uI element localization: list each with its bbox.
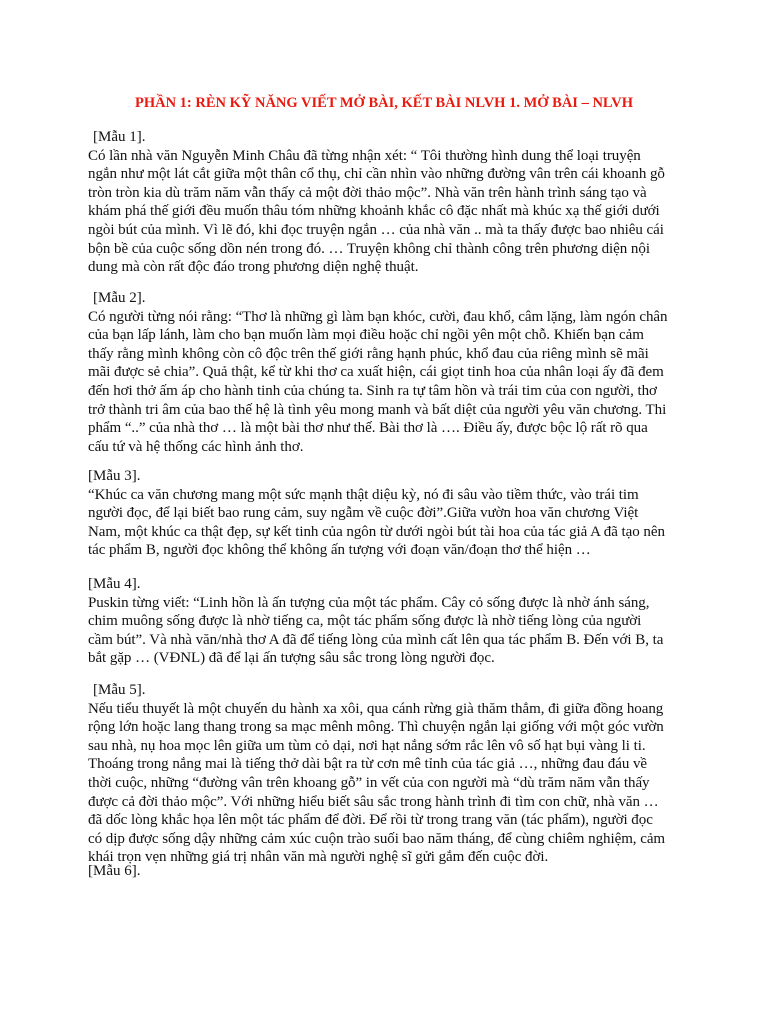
sample-5-label: [Mẫu 5]. — [93, 682, 146, 698]
paragraph-line: được cả đời thảo mộc”. Với những hiểu biết sâu sắc trong hành trình đi tìm con chữ, nhà văn … — [88, 793, 659, 810]
sample-6-section — [88, 862, 688, 881]
paragraph-line: có dịp được sống dậy những cảm xúc cuộn trào suối bao năm tháng, để cùng chiêm nghiệm, cảm — [88, 830, 666, 847]
paragraph-line: ngòi bút của mình. Vì lẽ đó, khi đọc truyện ngắn … của nhà văn .. mà ta thấy được bao nhiêu cái — [88, 221, 664, 238]
paragraph-line: tròn tròn kia dù trăm năm vẫn thấy cả một đời thảo mộc”. Nhà văn trên hành trình sáng tạo và — [88, 184, 647, 201]
sample-2-section — [88, 289, 688, 456]
paragraph-line: rộng lớn hoặc lang thang trong sa mạc mênh mông. Thì chuyện ngắn lại giống với một góc vườn — [88, 719, 664, 736]
paragraph-line: đến hơi thở ấm áp cho hành tinh của chúng ta. Sinh ra tự tâm hồn và trái tim của con người, thơ — [88, 382, 657, 399]
paragraph-line: cầm bút”. Và nhà văn/nhà thơ A đã để tiếng lòng của mình cất lên qua tác phẩm B. Đến với B, ta — [88, 631, 664, 648]
paragraph-line: đã dốc lòng khắc họa lên một tác phẩm để đời. Để rồi từ trong trang văn (tác phẩm), người đọc — [88, 812, 653, 829]
paragraph-line: phẩm “..” của nhà thơ … là một bài thơ như thế. Bài thơ là …. Điều ấy, được bộc lộ rất rõ qua — [88, 420, 648, 437]
sample-4-section — [88, 575, 688, 668]
paragraph-line: “Khúc ca văn chương mang một sức mạnh thật diệu kỳ, nó đi sâu vào tiềm thức, vào trái tim — [88, 486, 639, 503]
sample-5-section — [88, 681, 688, 867]
sample-1-section — [88, 128, 688, 277]
paragraph-line: Có người từng nói rằng: “Thơ là những gì làm bạn khóc, cười, đau khổ, câm lặng, làm ngón chân — [88, 308, 668, 325]
paragraph-line: Nam, một khúc ca thật đẹp, sự kết tinh của ngôn từ dưới ngòi bút tài hoa của tác giả A đã tạo nên — [88, 523, 665, 540]
paragraph-line: bộn bề của cuộc sống dồn nén trong đó. … Truyện không chỉ thành công trên phương diện nội — [88, 240, 650, 257]
paragraph-line: của bạn lấp lánh, làm cho bạn muốn làm mọi điều hoặc chỉ ngồi yên một chỗ. Khiến bạn cảm — [88, 327, 644, 344]
paragraph-line: thấy rằng mình không còn cô độc trên thế giới rằng hạnh phúc, khổ đau của riêng mình sẽ mãi — [88, 345, 649, 362]
paragraph-line: Puskin từng viết: “Linh hồn là ấn tượng của một tác phẩm. Cây cỏ sống được là nhờ ánh sáng, — [88, 594, 650, 611]
paragraph-line: sau nhà, nụ hoa mọc lên giữa um tùm cỏ dại, nơi hạt nắng sớm rắc lên vô số hạt bụi vàng li ti. — [88, 737, 646, 754]
sample-6-label: [Mẫu 6]. — [88, 863, 141, 879]
paragraph-line: Thoáng trong nắng mai là tiếng thở dài bật ra từ cơn mê tỉnh của tác giả …, những đau đáu về — [88, 756, 648, 773]
sample-2-label: [Mẫu 2]. — [93, 290, 146, 306]
paragraph-line: bắt gặp … (VĐNL) đã để lại ấn tượng sâu sắc trong lòng người đọc. — [88, 650, 495, 667]
paragraph-line: thời cuộc, những “đường vân trên khoang gỗ” in vết của con người mà “dù trăm năm vẫn thấy — [88, 774, 650, 791]
sample-1-label: [Mẫu 1]. — [93, 129, 146, 145]
paragraph-line: dung mà còn rất độc đáo trong phương diện nghệ thuật. — [88, 259, 419, 276]
paragraph-line: khái trọn vẹn những giá trị nhân văn mà người nghệ sĩ gửi gắm đến cuộc đời. — [88, 849, 549, 866]
sample-3-section — [88, 467, 688, 560]
sample-3-label: [Mẫu 3]. — [88, 468, 141, 484]
paragraph-line: người đọc, để lại biết bao rung cảm, suy ngẫm về cuộc đời”.Giữa vườn hoa văn chương Việt — [88, 505, 639, 522]
sample-4-label: [Mẫu 4]. — [88, 576, 141, 592]
paragraph-line: chim muông sống được là nhờ tiếng ca, một tác phẩm sống được là nhờ tiếng lòng của người — [88, 613, 642, 630]
paragraph-line: trở thành tri âm của bao thế hệ là tình yêu mong manh và bất diệt của người yêu văn chương. Thi — [88, 401, 667, 418]
paragraph-line: cấu tứ và hệ thống các hình ảnh thơ. — [88, 438, 304, 455]
paragraph-line: Có lần nhà văn Nguyễn Minh Châu đã từng nhận xét: “ Tôi thường hình dung thể loại truyện — [88, 147, 641, 164]
paragraph-line: mãi được sẻ chia”. Quả thật, kể từ khi thơ ca xuất hiện, cái giọt tinh hoa của nhân loại ấy đã đem — [88, 364, 664, 381]
document-title: PHẦN 1: RÈN KỸ NĂNG VIẾT MỞ BÀI, KẾT BÀI NLVH 1. MỞ BÀI – NLVH — [134, 95, 634, 111]
paragraph-line: khám phá thế giới đều muốn thâu tóm những khoảnh khắc cô đặc nhất mà khúc xạ thế giới dưới — [88, 203, 660, 220]
paragraph-line: ngắn như một lát cắt giữa một thân cổ thụ, chỉ cần nhìn vào những đường vân trên cái khoanh gỗ — [88, 166, 665, 183]
paragraph-line: Nếu tiểu thuyết là một chuyến du hành xa xôi, qua cánh rừng già thăm thẳm, đi giữa đồng hoang — [88, 700, 664, 717]
paragraph-line: tác phẩm B, người đọc không thể không ấn tượng với đoạn văn/đoạn thơ thể hiện … — [88, 542, 591, 559]
